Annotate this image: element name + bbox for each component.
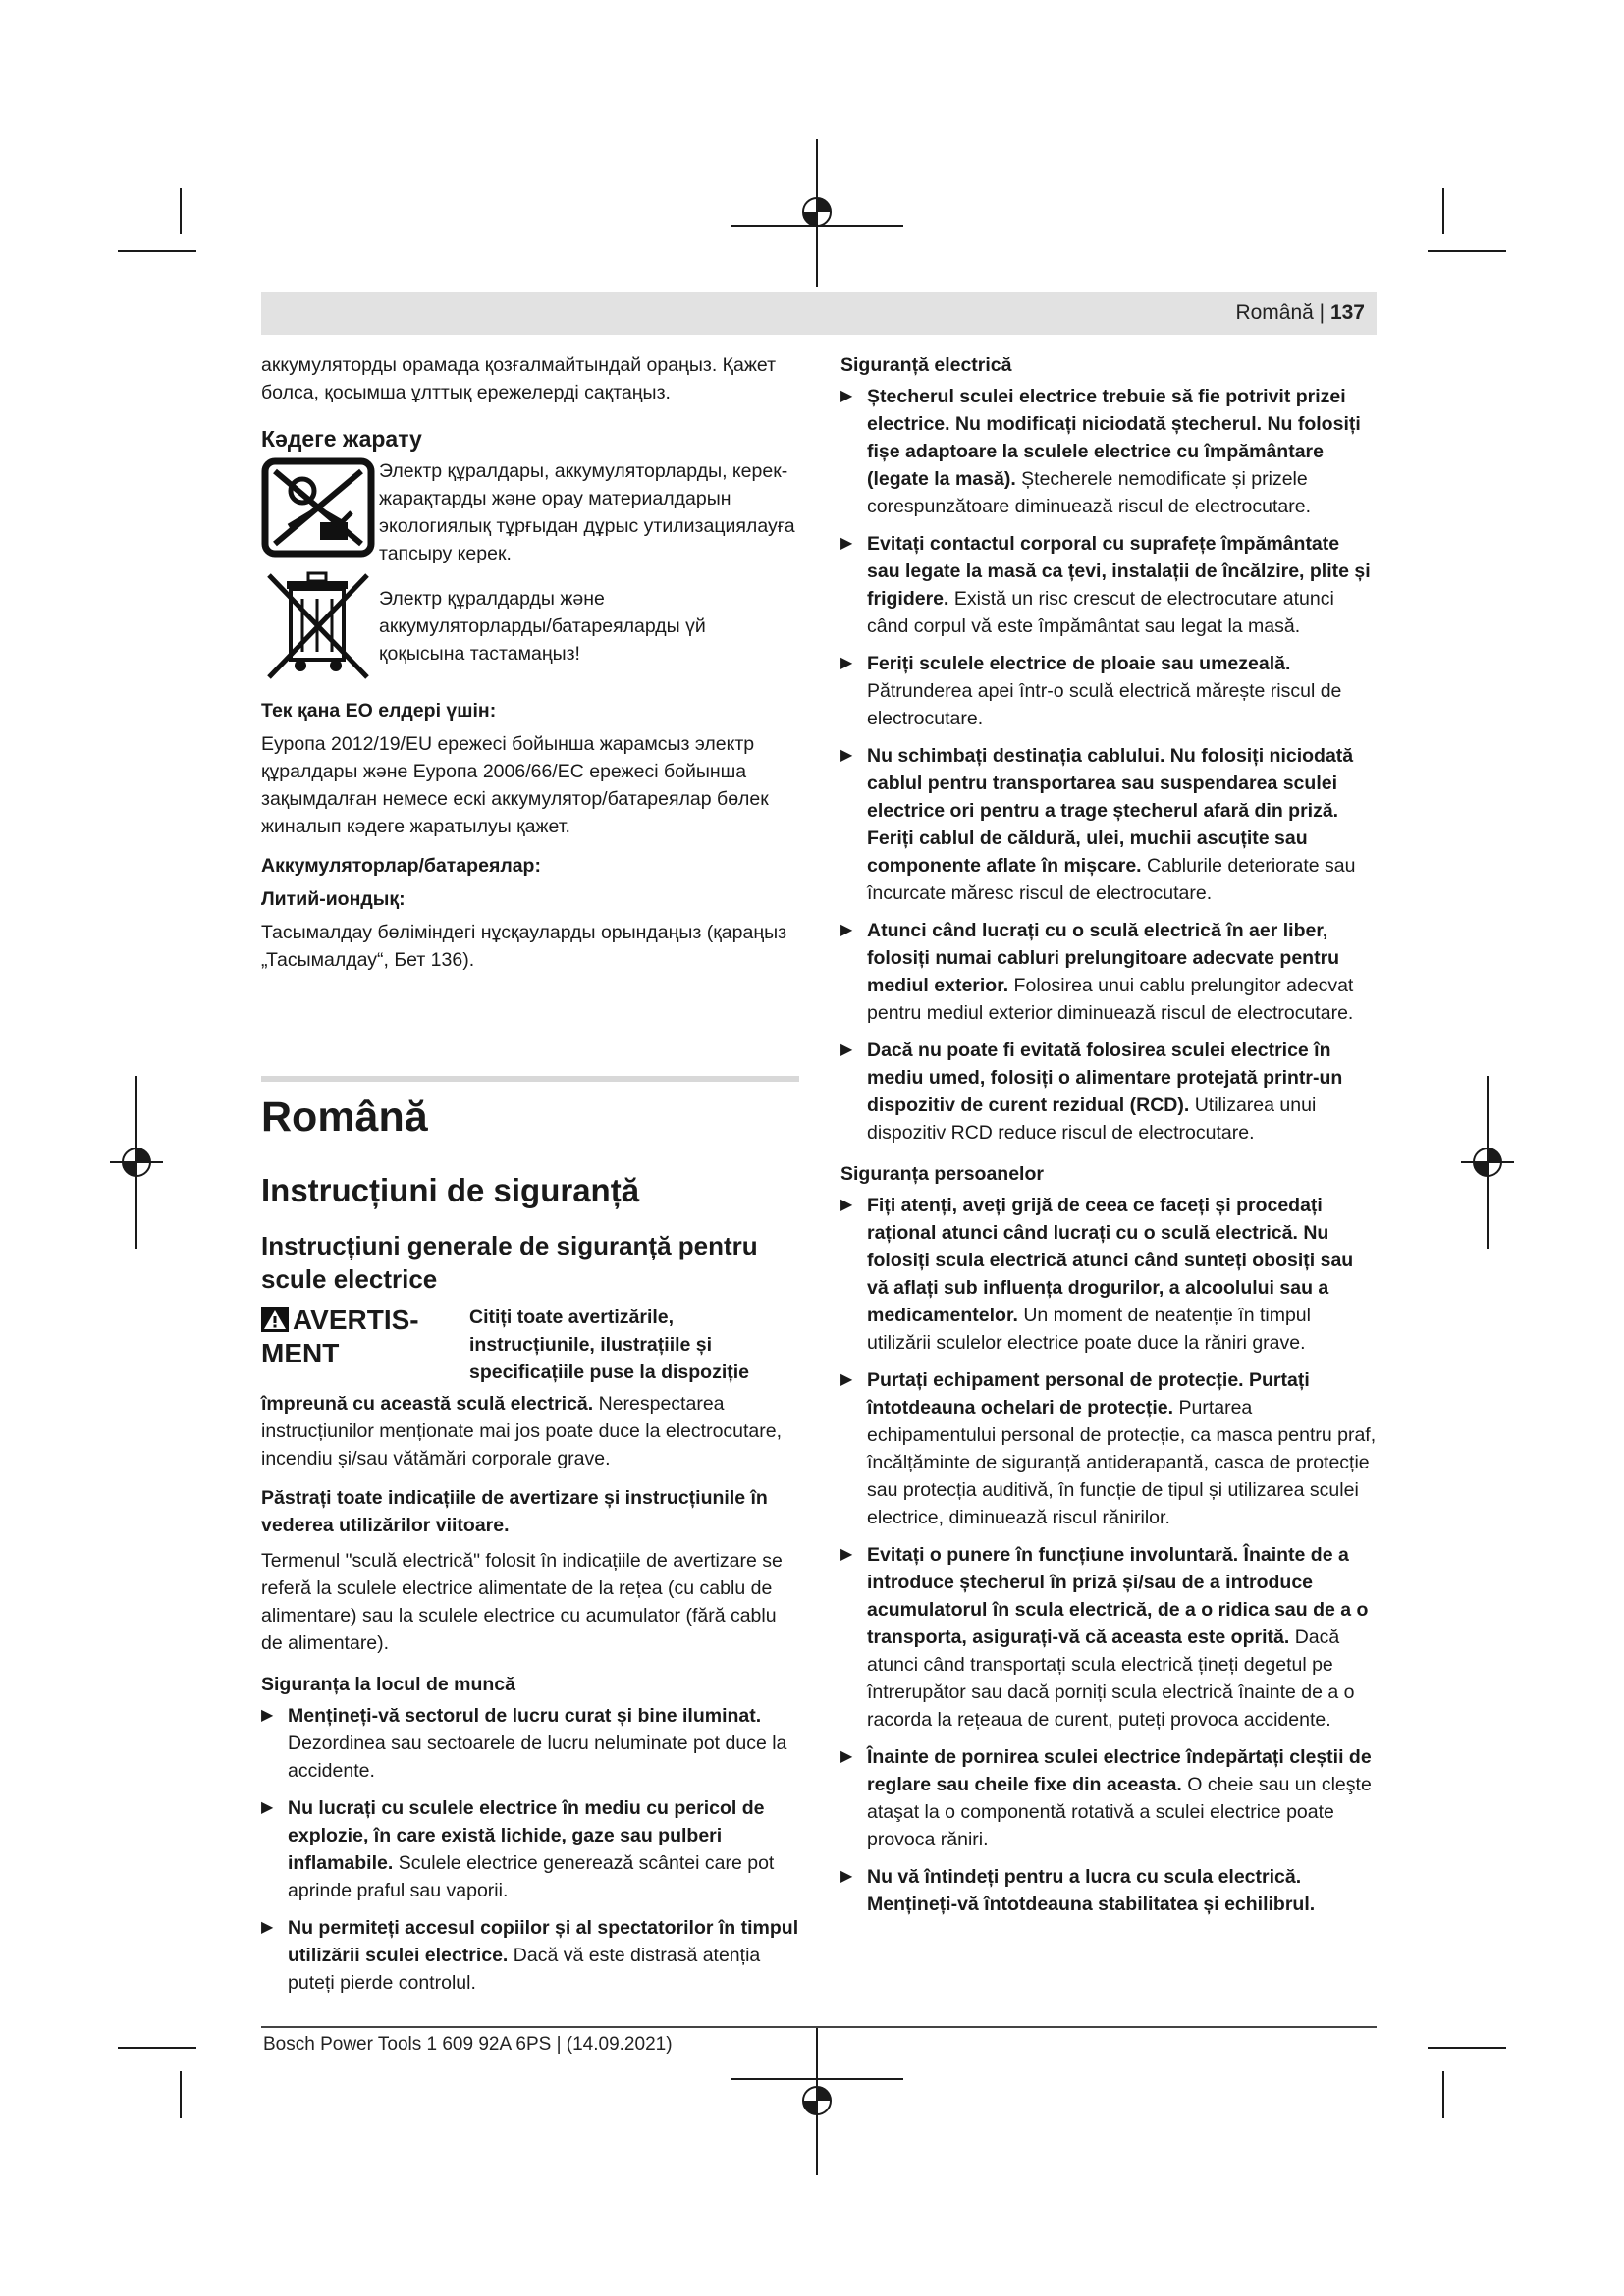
triangle-right-icon: ▶ — [840, 655, 853, 671]
work-area-heading: Siguranța la locul de muncă — [261, 1674, 515, 1695]
crop-mark — [180, 2071, 182, 2118]
intro-paragraph: аккумуляторды орамада қозғалмайтындай ораңыз. Қажет болса, қосымша ұлттық ережелерді сақтаңыз. — [261, 354, 777, 403]
triangle-right-icon: ▶ — [840, 388, 853, 404]
bullet-normal: Dacă vă este distrasă atenția puteți pierde controlul. — [288, 1945, 761, 1994]
triangle-right-icon: ▶ — [840, 535, 853, 552]
bullet-bold: Nu lucrați cu sculele electrice în mediu cu pericol de explozie, în care există lichide, gaze sau pulberi inflamabile. — [288, 1797, 765, 1874]
list-item — [840, 1037, 1377, 1147]
header-separator: | — [1313, 301, 1330, 324]
warning-normal: Nerespectarea instrucțiunilor menționate mai jos poate duce la electrocutare, incendiu și/sau vătămări corporale grave. — [261, 1393, 783, 1469]
header-text — [1235, 292, 1377, 335]
triangle-right-icon: ▶ — [840, 922, 853, 938]
bullet-normal: Există un risc crescut de electrocutare atunci când corpul vă este împământat sau legat la masă. — [867, 588, 1334, 637]
list-item — [261, 1794, 799, 1904]
lithium-heading: Литий-иондық: — [261, 888, 406, 910]
disposal-text-2: Электр құралдарды және аккумуляторларды/батареяларды үй қоқысына тастамаңыз! — [379, 588, 706, 665]
page-header — [261, 292, 1377, 335]
page-footer: Bosch Power Tools 1 609 92A 6PS | (14.09.2021) — [263, 2034, 673, 2055]
electrical-heading: Siguranță electrică — [840, 354, 1012, 376]
list-item — [840, 1192, 1377, 1357]
list-item — [840, 1541, 1377, 1734]
disposal-heading: Кәдеге жарату — [261, 426, 422, 452]
eu-text: Еуропа 2012/19/EU ережесі бойынша жарамсыз электр құралдары және Еуропа 2006/66/EC ережесі бойынша зақымдалған немесе ескі аккумулятор/батареялар бөлек жиналып кәдеге жаратылуы қажет. — [261, 733, 769, 837]
header-section: Română — [1235, 301, 1314, 324]
bullet-normal: Utilizarea unui dispozitiv RCD reduce riscul de electrocutare. — [867, 1095, 1317, 1144]
warning-bold-1: Citiți toate avertizările, instrucțiunile, ilustrațiile și specificațiile puse la dispoziție — [469, 1307, 750, 1383]
left-column — [261, 351, 799, 974]
bullet-bold: Nu schimbați destinația cablului. Nu folosiți niciodată cablul pentru transportarea sau suspendarea sculei electrice ori pentru a trage ștecherul afară din priză. Feriți cablul de căldură, ulei, muchii ascuțite sau componente aflate în mișcare. — [867, 745, 1354, 877]
bullet-bold: Mențineți-vă sectorul de lucru curat și bine iluminat. — [288, 1705, 762, 1727]
triangle-right-icon: ▶ — [840, 1748, 853, 1765]
warning-bold-2: împreună cu această sculă electrică. — [261, 1393, 594, 1415]
list-item — [840, 1743, 1377, 1853]
safety-title: Instrucțiuni de siguranță — [261, 1172, 640, 1208]
list-item — [840, 742, 1377, 907]
term-text: Termenul "sculă electrică" folosit în indicațiile de avertizare se referă la sculele electrice alimentate de la rețea (cu cablu de alimentare) sau la sculele electrice cu acumulator (fără cablu de alimentare). — [261, 1550, 783, 1654]
list-item — [840, 530, 1377, 640]
bullet-bold: Purtați echipament personal de protecție. Purtați întotdeauna ochelari de protecție. — [867, 1369, 1310, 1418]
list-item — [840, 1366, 1377, 1531]
list-item — [840, 383, 1377, 520]
language-title: Română — [261, 1094, 428, 1141]
work-area-list — [261, 1702, 799, 1997]
crop-mark — [118, 2047, 196, 2049]
triangle-right-icon: ▶ — [840, 1868, 853, 1885]
bullet-normal: Sculele electrice generează scântei care pot aprinde praful sau vaporii. — [288, 1852, 775, 1901]
bullet-normal: O cheie sau un cleşte ataşat la o componentă rotativă a sculei electrice poate provoca răniri. — [867, 1774, 1372, 1850]
triangle-right-icon: ▶ — [840, 1546, 853, 1563]
general-title: Instrucțiuni generale de siguranță pentru scule electrice — [261, 1231, 758, 1294]
registration-mark-icon — [731, 139, 903, 287]
registration-mark-icon — [110, 1076, 163, 1249]
triangle-right-icon: ▶ — [840, 1371, 853, 1388]
triangle-right-icon: ▶ — [840, 1041, 853, 1058]
page-number: 137 — [1329, 301, 1365, 324]
crop-mark — [1442, 188, 1444, 234]
bullet-normal: Purtarea echipamentului personal de protecție, ca masca pentru praf, încălțăminte de siguranță antiderapantă, casca de protecție sau protecția auditivă, în funcție de tipul și utilizarea sculei electrice, diminuează riscul rănirilor. — [867, 1397, 1377, 1528]
bullet-normal: Un moment de neatenție în timpul utilizării sculelor electrice poate duce la răniri grave. — [867, 1305, 1311, 1354]
bullet-normal: Dacă atunci când transportați scula electrică țineți degetul pe întrerupător sau dacă porniți scula electrică înainte de a o racorda la rețeaua de curent, puteți provoca accidente. — [867, 1627, 1355, 1731]
warning-continuation — [261, 1390, 799, 1472]
bullet-bold: Evitați contactul corporal cu suprafețe împământate sau legate la masă ca țevi, instalații de încălzire, plite și frigidere. — [867, 533, 1371, 610]
lithium-text: Тасымалдау бөліміндегі нұсқауларды орындаңыз (қараңыз „Тасымалдау“, Бет 136). — [261, 922, 787, 971]
list-item — [840, 1863, 1377, 1918]
crossed-bin-icon — [261, 567, 375, 681]
registration-mark-icon — [1461, 1076, 1514, 1249]
bullet-bold: Înainte de pornirea sculei electrice îndepărtați cleștii de reglare sau cheile fixe din aceasta. — [867, 1746, 1372, 1795]
crop-mark — [180, 188, 182, 234]
right-column — [840, 351, 1377, 1918]
list-item — [261, 1914, 799, 1997]
footer-rule — [261, 2026, 1377, 2028]
crop-mark — [1428, 2047, 1506, 2049]
left-column-romanian — [261, 1092, 799, 1997]
bullet-normal: Ștecherele nemodificate și prizele corespunzătoare diminuează riscul de electrocutare. — [867, 468, 1311, 517]
bullet-bold: Fiți atenți, aveți grijă de ceea ce faceți și procedați rațional atunci când lucrați cu o sculă electrică. Nu folosiți scula electrică atunci când sunteți obosiți sau vă aflați sub influența drogurilor, a alcoolului sau a medicamentelor. — [867, 1195, 1354, 1326]
list-item — [840, 650, 1377, 732]
crop-mark — [1442, 2071, 1444, 2118]
triangle-right-icon: ▶ — [261, 1919, 274, 1936]
list-item — [840, 917, 1377, 1027]
bullet-bold: Evitați o punere în funcțiune involuntară. Înainte de a introduce ștecherul în priză și/sau de a introduce acumulatorul în scula electrică, de a o ridica sau de a o transporta, asigurați-vă că aceasta este oprită. — [867, 1544, 1369, 1648]
triangle-right-icon: ▶ — [261, 1799, 274, 1816]
personal-list — [840, 1192, 1377, 1918]
disposal-block — [261, 457, 799, 689]
list-item — [261, 1702, 799, 1785]
eu-heading: Тек қана ЕО елдері үшін: — [261, 700, 497, 721]
personal-heading: Siguranța persoanelor — [840, 1163, 1044, 1185]
triangle-right-icon: ▶ — [261, 1707, 274, 1724]
crop-mark — [1428, 250, 1506, 252]
bullet-bold: Feriți sculele electrice de ploaie sau umezeală. — [867, 653, 1291, 674]
keep-instructions: Păstrați toate indicațiile de avertizare și instrucțiunile în vederea utilizărilor viitoare. — [261, 1487, 768, 1536]
bullet-normal: Cablurile deteriorate sau încurcate măresc riscul de electrocutare. — [867, 855, 1356, 904]
bullet-bold: Nu vă întindeți pentru a lucra cu scula electrică. Mențineți-vă întotdeauna stabilitatea și echilibrul. — [867, 1866, 1316, 1915]
section-divider — [261, 1076, 799, 1082]
warning-block — [261, 1304, 799, 1390]
bullet-bold: Nu permiteți accesul copiilor și al spectatorilor în timpul utilizării sculei electrice. — [288, 1917, 799, 1966]
bullet-bold: Ștecherul sculei electrice trebuie să fie potrivit prizei electrice. Nu modificați niciodată ștecherul. Nu folosiți fișe adaptoare la sculele electrice cu împământare (legate la masă). — [867, 386, 1361, 490]
warning-label — [261, 1304, 458, 1370]
batteries-heading: Аккумуляторлар/батареялар: — [261, 855, 541, 877]
warning-label-text: AVERTIS-MENT — [261, 1305, 419, 1368]
registration-mark-icon — [731, 2028, 903, 2175]
bullet-bold: Dacă nu poate fi evitată folosirea sculei electrice în mediu umed, folosiți o alimentare protejată printr-un dispozitiv de curent rezidual (RCD). — [867, 1040, 1343, 1116]
disposal-text-1: Электр құралдары, аккумуляторларды, керек-жарақтарды және орау материалдарын экологиялық тұрғыдан дұрыс утилизациялауға тапсыру керек. — [379, 460, 795, 564]
bullet-bold: Atunci când lucrați cu o sculă electrică în aer liber, folosiți numai cabluri prelungitoare adecvate pentru mediul exterior. — [867, 920, 1340, 996]
triangle-right-icon: ▶ — [840, 747, 853, 764]
crop-mark — [118, 250, 196, 252]
electrical-list — [840, 383, 1377, 1147]
bullet-normal: Folosirea unui cablu prelungitor adecvat pentru mediul exterior diminuează riscul de electrocutare. — [867, 975, 1354, 1024]
no-household-waste-icon — [261, 457, 375, 558]
bullet-normal: Dezordinea sau sectoarele de lucru neluminate pot duce la accidente. — [288, 1733, 787, 1782]
warning-triangle-icon — [261, 1307, 289, 1332]
triangle-right-icon: ▶ — [840, 1197, 853, 1213]
bullet-normal: Pătrunderea apei într-o sculă electrică mărește riscul de electrocutare. — [867, 680, 1342, 729]
